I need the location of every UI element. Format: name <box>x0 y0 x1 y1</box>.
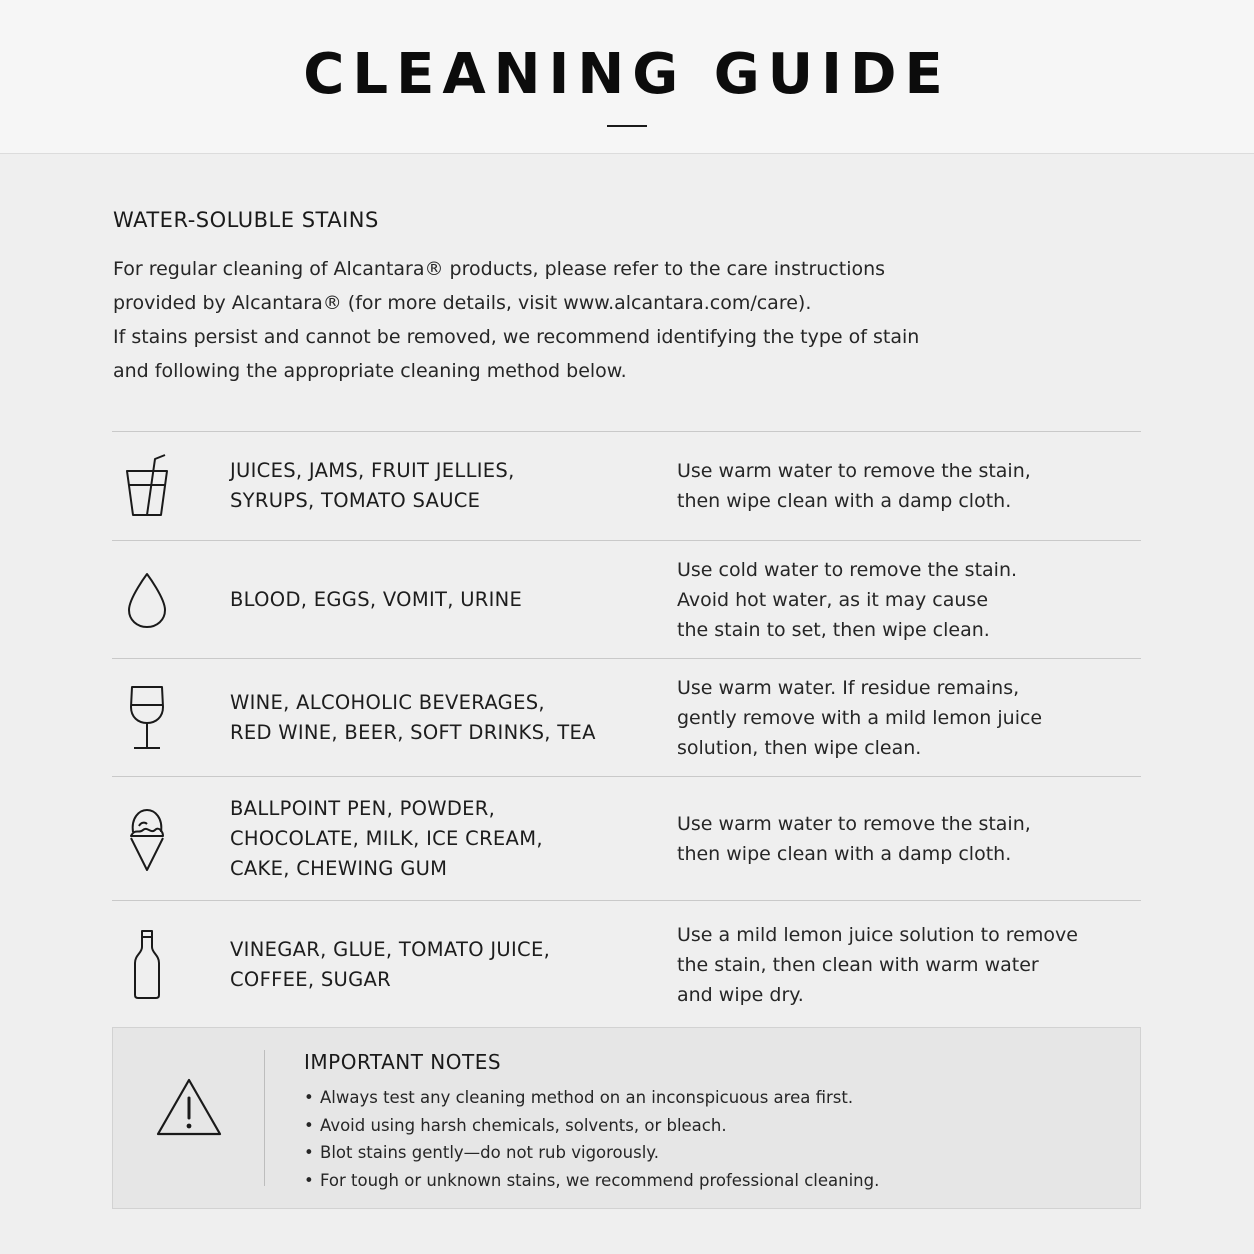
intro-text <box>113 252 1013 388</box>
note-item: • Always test any cleaning method on an inconspicuous area first. <box>304 1084 879 1112</box>
intro-line: provided by Alcantara® (for more details, visit www.alcantara.com/care). <box>113 292 812 314</box>
cleaning-method: Use warm water. If residue remains, gently remove with a mild lemon juice solution, then wipe clean. <box>677 676 1043 759</box>
section-heading: WATER-SOLUBLE STAINS <box>113 208 379 232</box>
wine-glass-icon <box>112 659 182 776</box>
stain-row-blood <box>112 541 1141 659</box>
stain-types: WINE, ALCOHOLIC BEVERAGES, RED WINE, BEER, SOFT DRINKS, TEA <box>230 690 596 744</box>
stain-types: JUICES, JAMS, FRUIT JELLIES, SYRUPS, TOMATO SAUCE <box>230 459 515 512</box>
cleaning-method: Use a mild lemon juice solution to remove the stain, then clean with warm water and wipe dry. <box>677 924 1078 1006</box>
important-notes-panel <box>112 1027 1141 1209</box>
stain-types: VINEGAR, GLUE, TOMATO JUICE, COFFEE, SUGAR <box>230 938 551 991</box>
cleaning-method: Use cold water to remove the stain. Avoid hot water, as it may cause the stain to set, then wipe clean. <box>677 558 1018 641</box>
ice-cream-icon <box>112 777 182 900</box>
notes-title: IMPORTANT NOTES <box>304 1050 502 1074</box>
bottle-icon <box>112 901 182 1029</box>
notes-divider <box>264 1050 265 1186</box>
note-item: • Avoid using harsh chemicals, solvents, or bleach. <box>304 1112 879 1140</box>
stain-types: BLOOD, EGGS, VOMIT, URINE <box>230 587 523 611</box>
stain-table <box>112 431 1141 1029</box>
note-item: • Blot stains gently—do not rub vigorously. <box>304 1139 879 1167</box>
intro-line: and following the appropriate cleaning method below. <box>113 360 627 382</box>
stain-row-vinegar <box>112 901 1141 1029</box>
stain-row-ballpoint <box>112 777 1141 901</box>
title-underline <box>607 125 647 127</box>
drop-icon <box>112 541 182 658</box>
stain-row-wine <box>112 659 1141 777</box>
cleaning-method: Use warm water to remove the stain, then wipe clean with a damp cloth. <box>677 812 1031 865</box>
stain-types: BALLPOINT PEN, POWDER, CHOCOLATE, MILK, ICE CREAM, CAKE, CHEWING GUM <box>230 796 543 880</box>
intro-line: If stains persist and cannot be removed, we recommend identifying the type of stain <box>113 326 920 348</box>
note-item: • For tough or unknown stains, we recommend professional cleaning. <box>304 1167 879 1195</box>
notes-list <box>304 1084 879 1194</box>
warning-icon <box>155 1076 223 1138</box>
stain-row-juices <box>112 432 1141 541</box>
page-title: CLEANING GUIDE <box>303 42 951 107</box>
cleaning-method: Use warm water to remove the stain, then wipe clean with a damp cloth. <box>677 460 1031 512</box>
drink-cup-icon <box>112 432 182 540</box>
intro-line: For regular cleaning of Alcantara® products, please refer to the care instructions <box>113 258 886 280</box>
header <box>0 0 1254 154</box>
